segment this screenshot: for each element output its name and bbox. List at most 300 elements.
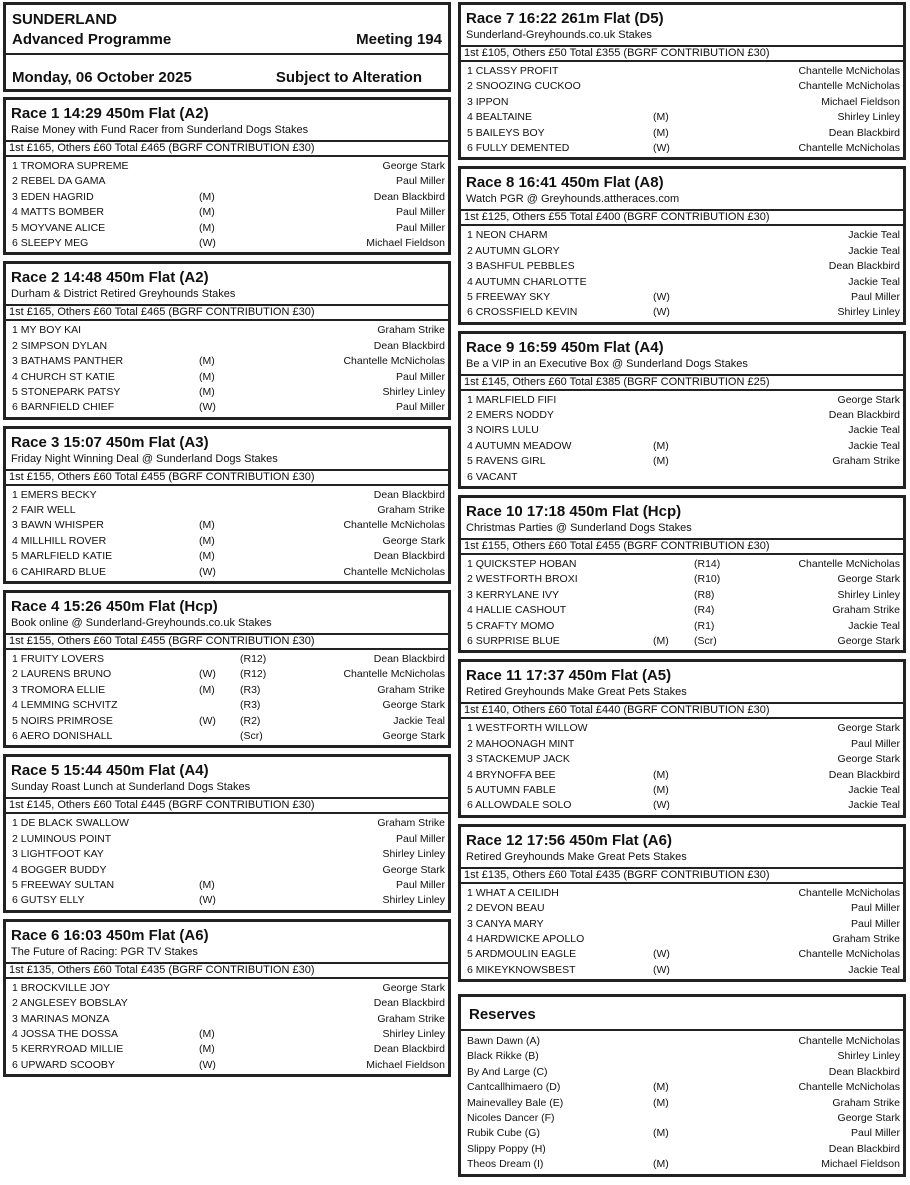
runner-seed: (R4) [694,604,715,617]
race-card [3,590,451,748]
runner-name: 4 AUTUMN MEADOW [467,439,572,452]
runner-row [6,1058,448,1073]
runner-name: 1 DE BLACK SWALLOW [12,817,129,830]
runner-row [6,323,448,338]
runner-name: 4 BEALTAINE [467,111,532,124]
runner-row [461,619,903,634]
runner-seed: (R12) [240,668,267,681]
runner-trainer: George Stark [382,534,445,547]
runner-seed: (R8) [694,588,715,601]
reserve-row [461,1034,903,1049]
runner-sex: (M) [199,1027,215,1040]
runner-trainer: Paul Miller [850,290,900,303]
runner-trainer: Dean Blackbird [373,339,445,352]
runner-sex: (M) [199,550,215,563]
runner-row [461,79,903,94]
reserve-sex: (M) [653,1081,669,1094]
runner-row [6,832,448,847]
runner-row [461,64,903,79]
runner-row [6,863,448,878]
runner-trainer: Jackie Teal [848,244,900,257]
reserve-trainer: Dean Blackbird [828,1065,900,1078]
runner-name: 1 NEON CHARM [467,229,548,242]
reserve-name: By And Large (C) [467,1065,548,1078]
runner-name: 1 QUICKSTEP HOBAN [467,558,577,571]
runner-trainer: Dean Blackbird [828,409,900,422]
runner-name: 2 LAURENS BRUNO [12,668,112,681]
runner-trainer: Paul Miller [395,401,445,414]
race-card [3,261,451,419]
runner-row [6,878,448,893]
runner-trainer: Chantelle McNicholas [343,519,445,532]
runner-list [461,226,903,321]
runner-row [461,901,903,916]
race-prize: 1st £145, Others £60 Total £445 (BGRF CONTRIBUTION £30) [6,797,448,814]
runner-row [461,393,903,408]
reserve-name: Slippy Poppy (H) [467,1142,546,1155]
reserve-trainer: Shirley Linley [837,1050,900,1063]
race-card [3,426,451,584]
runner-sex: (W) [199,714,216,727]
runner-trainer: Jackie Teal [848,424,900,437]
runner-sex: (M) [653,634,669,647]
race-prize: 1st £155, Others £60 Total £455 (BGRF CONTRIBUTION £30) [6,633,448,650]
reserve-trainer: George Stark [837,1112,900,1125]
runner-row [461,141,903,156]
runner-name: 5 BAILEYS BOY [467,126,545,139]
race-card [3,97,451,255]
runner-row [461,634,903,649]
runner-trainer: Chantelle McNicholas [798,886,900,899]
runner-name: 4 AUTUMN CHARLOTTE [467,275,587,288]
runner-seed: (R3) [240,699,261,712]
runner-row [461,470,903,485]
runner-name: 5 NOIRS PRIMROSE [12,714,113,727]
runner-trainer: Dean Blackbird [373,488,445,501]
runner-name: 3 KERRYLANE IVY [467,588,560,601]
race-title: Race 8 16:41 450m Flat (A8) [466,174,664,192]
meeting-number: Meeting 194 [356,31,442,48]
runner-trainer: Graham Strike [832,932,900,945]
venue-name: SUNDERLAND [12,11,117,28]
runner-seed: (R12) [240,653,267,666]
runner-name: 2 AUTUMN GLORY [467,244,560,257]
race-title: Race 2 14:48 450m Flat (A2) [11,269,209,287]
runner-trainer: Shirley Linley [837,111,900,124]
runner-trainer: Graham Strike [377,817,445,830]
runner-seed: (R1) [694,619,715,632]
meeting-header [3,2,451,92]
runner-name: 6 FULLY DEMENTED [467,141,570,154]
runner-name: 5 ARDMOULIN EAGLE [467,948,577,961]
reserve-name: Nicoles Dancer (F) [467,1112,555,1125]
runner-sex: (M) [199,878,215,891]
runner-sex: (M) [653,768,669,781]
race-prize: 1st £135, Others £60 Total £435 (BGRF CONTRIBUTION £30) [461,867,903,884]
runner-sex: (M) [199,221,215,234]
runner-list [6,979,448,1074]
runner-trainer: Dean Blackbird [373,997,445,1010]
runner-trainer: Graham Strike [832,604,900,617]
runner-sex: (M) [653,126,669,139]
runner-row [6,190,448,205]
runner-name: 1 WHAT A CEILIDH [467,886,559,899]
runner-name: 1 CLASSY PROFIT [467,65,559,77]
runner-name: 5 RAVENS GIRL [467,455,546,468]
runner-name: 4 MATTS BOMBER [12,206,104,219]
race-sponsor: Durham & District Retired Greyhounds Stakes [11,288,236,301]
runner-name: 3 LIGHTFOOT KAY [12,848,104,861]
runner-list [6,814,448,909]
race-sponsor: Watch PGR @ Greyhounds.attheraces.com [466,193,680,206]
race-prize: 1st £165, Others £60 Total £465 (BGRF CONTRIBUTION £30) [6,304,448,321]
race-title: Race 6 16:03 450m Flat (A6) [11,926,209,944]
race-title: Race 7 16:22 261m Flat (D5) [466,10,664,27]
runner-name: 3 EDEN HAGRID [12,190,94,203]
runner-name: 4 JOSSA THE DOSSA [12,1027,119,1040]
race-card [458,495,906,653]
runner-row [461,244,903,259]
reserve-trainer: Michael Fieldson [821,1158,900,1171]
race-card [458,331,906,489]
runner-name: 3 BASHFUL PEBBLES [467,260,575,273]
runner-trainer: Jackie Teal [848,275,900,288]
runner-name: 3 STACKEMUP JACK [467,753,570,766]
runner-name: 3 MARINAS MONZA [12,1012,110,1025]
runner-name: 2 WESTFORTH BROXI [467,573,578,586]
runner-sex: (M) [199,1043,215,1056]
reserve-row [461,1111,903,1126]
runner-list [6,650,448,745]
runner-row [461,737,903,752]
runner-row [461,721,903,736]
runner-trainer: Shirley Linley [382,1027,445,1040]
runner-name: 3 BATHAMS PANTHER [12,355,124,368]
runner-trainer: Paul Miller [395,370,445,383]
race-card [458,659,906,817]
runner-list [6,321,448,416]
race-prize: 1st £155, Others £60 Total £455 (BGRF CONTRIBUTION £30) [461,538,903,555]
runner-trainer: George Stark [837,573,900,586]
runner-trainer: George Stark [837,722,900,735]
runner-name: 2 ANGLESEY BOBSLAY [12,997,128,1010]
runner-name: 5 KERRYROAD MILLIE [12,1043,124,1056]
runner-row [461,454,903,469]
runner-sex: (M) [653,111,669,124]
runner-row [461,947,903,962]
runner-name: 6 AERO DONISHALL [12,729,113,742]
runner-sex: (M) [199,534,215,547]
race-prize: 1st £140, Others £60 Total £440 (BGRF CONTRIBUTION £30) [461,702,903,719]
runner-name: 1 MARLFIELD FIFI [467,393,557,406]
runner-name: 2 DEVON BEAU [467,902,545,915]
race-prize: 1st £105, Others £50 Total £355 (BGRF CONTRIBUTION £30) [461,45,903,62]
runner-trainer: Chantelle McNicholas [343,355,445,368]
runner-trainer: Shirley Linley [382,894,445,907]
left-column [3,2,451,1083]
runner-name: 4 BRYNOFFA BEE [467,768,556,781]
runner-trainer: George Stark [382,981,445,994]
runner-trainer: Jackie Teal [848,229,900,242]
runner-row [461,290,903,305]
runner-name: 2 LUMINOUS POINT [12,832,112,845]
runner-name: 3 IPPON [467,95,509,108]
runner-trainer: Chantelle McNicholas [798,65,900,77]
runner-row [461,228,903,243]
race-sponsor: Book online @ Sunderland-Greyhounds.co.uk Stakes [11,617,272,630]
runner-row [6,652,448,667]
runner-name: 6 BARNFIELD CHIEF [12,401,115,414]
runner-trainer: George Stark [837,753,900,766]
runner-name: 6 SLEEPY MEG [12,236,89,249]
runner-trainer: Dean Blackbird [828,126,900,139]
runner-name: 2 EMERS NODDY [467,409,554,422]
runner-row [6,698,448,713]
runner-name: 1 BROCKVILLE JOY [12,981,111,994]
reserve-trainer: Dean Blackbird [828,1142,900,1155]
race-card [458,2,906,160]
runner-name: 5 FREEWAY SULTAN [12,878,115,891]
race-sponsor: Sunderland-Greyhounds.co.uk Stakes [466,29,652,41]
runner-name: 6 SURPRISE BLUE [467,634,560,647]
runner-trainer: Paul Miller [395,175,445,188]
runner-row [6,1042,448,1057]
reserve-name: Mainevalley Bale (E) [467,1096,564,1109]
runner-list [461,719,903,814]
reserve-trainer: Paul Miller [850,1127,900,1140]
reserve-row [461,1080,903,1095]
race-sponsor: Christmas Parties @ Sunderland Dogs Stakes [466,522,692,535]
runner-trainer: Jackie Teal [848,783,900,796]
runner-sex: (W) [199,668,216,681]
runner-trainer: Shirley Linley [382,385,445,398]
runner-row [6,683,448,698]
runner-row [6,518,448,533]
runner-row [6,221,448,236]
runner-sex: (M) [653,783,669,796]
runner-trainer: Shirley Linley [382,848,445,861]
runner-seed: (R2) [240,714,261,727]
alteration-notice: Subject to Alteration [275,69,422,86]
runner-row [6,385,448,400]
reserve-name: Rubik Cube (G) [467,1127,540,1140]
runner-trainer: Jackie Teal [848,963,900,976]
runner-list [461,884,903,979]
runner-trainer: Michael Fieldson [366,236,445,249]
reserve-sex: (M) [653,1096,669,1109]
runner-trainer: Jackie Teal [848,439,900,452]
runner-name: 6 VACANT [467,470,518,483]
runner-name: 4 BOGGER BUDDY [12,863,107,876]
runner-row [6,1012,448,1027]
runner-row [6,488,448,503]
reserve-row [461,1142,903,1157]
reserves-title: Reserves [461,997,903,1031]
runner-trainer: Chantelle McNicholas [798,948,900,961]
runner-name: 1 WESTFORTH WILLOW [467,722,588,735]
runner-list [6,486,448,581]
reserve-row [461,1049,903,1064]
runner-row [461,439,903,454]
runner-name: 5 STONEPARK PATSY [12,385,121,398]
runner-sex: (W) [199,1058,216,1071]
runner-row [461,126,903,141]
runner-row [461,603,903,618]
race-title: Race 5 15:44 450m Flat (A4) [11,762,209,780]
runner-trainer: Michael Fieldson [366,1058,445,1071]
reserve-row [461,1157,903,1172]
runner-trainer: Jackie Teal [848,799,900,812]
race-sponsor: Raise Money with Fund Racer from Sunderland Dogs Stakes [11,124,309,136]
race-title: Race 3 15:07 450m Flat (A3) [11,433,209,451]
runner-name: 3 CANYA MARY [467,917,544,930]
runner-row [6,354,448,369]
runner-row [461,305,903,320]
runner-trainer: George Stark [837,393,900,406]
runner-row [6,893,448,908]
runner-row [6,729,448,744]
reserve-name: Bawn Dawn (A) [467,1035,540,1048]
runner-trainer: Paul Miller [395,221,445,234]
runner-row [461,95,903,110]
runner-row [461,408,903,423]
race-prize: 1st £135, Others £60 Total £435 (BGRF CONTRIBUTION £30) [6,962,448,979]
race-card [458,166,906,324]
runner-name: 5 AUTUMN FABLE [467,783,556,796]
right-race-list [458,2,906,982]
runner-row [6,174,448,189]
runner-name: 1 TROMORA SUPREME [12,160,129,172]
runner-trainer: Chantelle McNicholas [343,668,445,681]
runner-trainer: Michael Fieldson [821,95,900,108]
runner-list [461,391,903,486]
runner-row [461,768,903,783]
runner-list [461,62,903,157]
race-sponsor: Retired Greyhounds Make Great Pets Stakes [466,850,687,863]
runner-name: 6 CAHIRARD BLUE [12,565,106,578]
runner-trainer: Graham Strike [832,455,900,468]
race-title: Race 12 17:56 450m Flat (A6) [466,831,672,849]
runner-row [461,110,903,125]
runner-trainer: Graham Strike [377,1012,445,1025]
runner-row [6,816,448,831]
header-divider [6,53,448,55]
runner-name: 4 HARDWICKE APOLLO [467,932,585,945]
runner-row [461,259,903,274]
runner-row [6,714,448,729]
runner-row [461,932,903,947]
reserve-name: Theos Dream (I) [467,1158,544,1171]
reserve-trainer: Chantelle McNicholas [798,1035,900,1048]
runner-name: 3 NOIRS LULU [467,424,539,437]
runner-sex: (M) [199,206,215,219]
runner-list [461,555,903,650]
right-column [458,2,906,1177]
reserve-row [461,1126,903,1141]
reserve-trainer: Chantelle McNicholas [798,1081,900,1094]
runner-row [6,549,448,564]
runner-trainer: Dean Blackbird [373,653,445,666]
race-sponsor: Friday Night Winning Deal @ Sunderland Dogs Stakes [11,452,278,465]
reserve-sex: (M) [653,1158,669,1171]
runner-sex: (W) [653,799,670,812]
runner-trainer: Paul Miller [850,737,900,750]
runner-sex: (W) [199,236,216,249]
runner-name: 2 SIMPSON DYLAN [12,339,108,352]
runner-name: 5 FREEWAY SKY [467,290,551,303]
runner-row [6,981,448,996]
runner-name: 4 HALLIE CASHOUT [467,604,567,617]
race-prize: 1st £125, Others £55 Total £400 (BGRF CONTRIBUTION £30) [461,209,903,226]
runner-sex: (W) [199,401,216,414]
runner-name: 2 FAIR WELL [12,504,76,517]
runner-sex: (M) [199,519,215,532]
runner-trainer: Shirley Linley [837,588,900,601]
runner-trainer: Paul Miller [395,878,445,891]
runner-row [461,963,903,978]
runner-trainer: Chantelle McNicholas [798,80,900,93]
runner-trainer: Chantelle McNicholas [798,141,900,154]
runner-seed: (R3) [240,683,261,696]
runner-row [6,565,448,580]
race-title: Race 4 15:26 450m Flat (Hcp) [11,598,218,616]
runner-sex: (W) [653,948,670,961]
runner-trainer: Chantelle McNicholas [343,565,445,578]
race-card [3,919,451,1077]
runner-row [6,534,448,549]
runner-name: 4 LEMMING SCHVITZ [12,699,118,712]
reserve-name: Cantcallhimaero (D) [467,1081,561,1094]
runner-row [6,667,448,682]
runner-name: 6 CROSSFIELD KEVIN [467,306,578,319]
runner-row [461,588,903,603]
reserve-trainer: Graham Strike [832,1096,900,1109]
runner-trainer: Jackie Teal [848,619,900,632]
reserve-row [461,1096,903,1111]
runner-sex: (W) [199,894,216,907]
runner-trainer: Paul Miller [395,832,445,845]
runner-row [6,370,448,385]
runner-trainer: Dean Blackbird [373,1043,445,1056]
runner-row [6,503,448,518]
runner-row [6,236,448,251]
runner-row [461,917,903,932]
runner-seed: (Scr) [240,729,263,742]
runner-row [6,339,448,354]
runner-name: 1 FRUITY LOVERS [12,653,104,666]
runner-seed: (Scr) [694,634,717,647]
race-sponsor: The Future of Racing: PGR TV Stakes [11,945,198,958]
runner-sex: (W) [653,141,670,154]
runner-row [6,205,448,220]
race-card [458,824,906,982]
race-sponsor: Sunday Roast Lunch at Sunderland Dogs Stakes [11,781,251,794]
runner-seed: (R14) [694,558,721,571]
race-card [3,754,451,912]
runner-name: 4 MILLHILL ROVER [12,534,107,547]
runner-row [461,783,903,798]
reserves-box [458,994,906,1177]
runner-sex: (M) [199,355,215,368]
runner-trainer: George Stark [382,160,445,172]
reserve-sex: (M) [653,1127,669,1140]
runner-name: 5 MARLFIELD KATIE [12,550,113,563]
runner-sex: (M) [199,370,215,383]
runner-row [461,572,903,587]
race-title: Race 9 16:59 450m Flat (A4) [466,338,664,356]
race-sponsor: Be a VIP in an Executive Box @ Sunderland Dogs Stakes [466,357,748,370]
runner-trainer: Dean Blackbird [828,260,900,273]
